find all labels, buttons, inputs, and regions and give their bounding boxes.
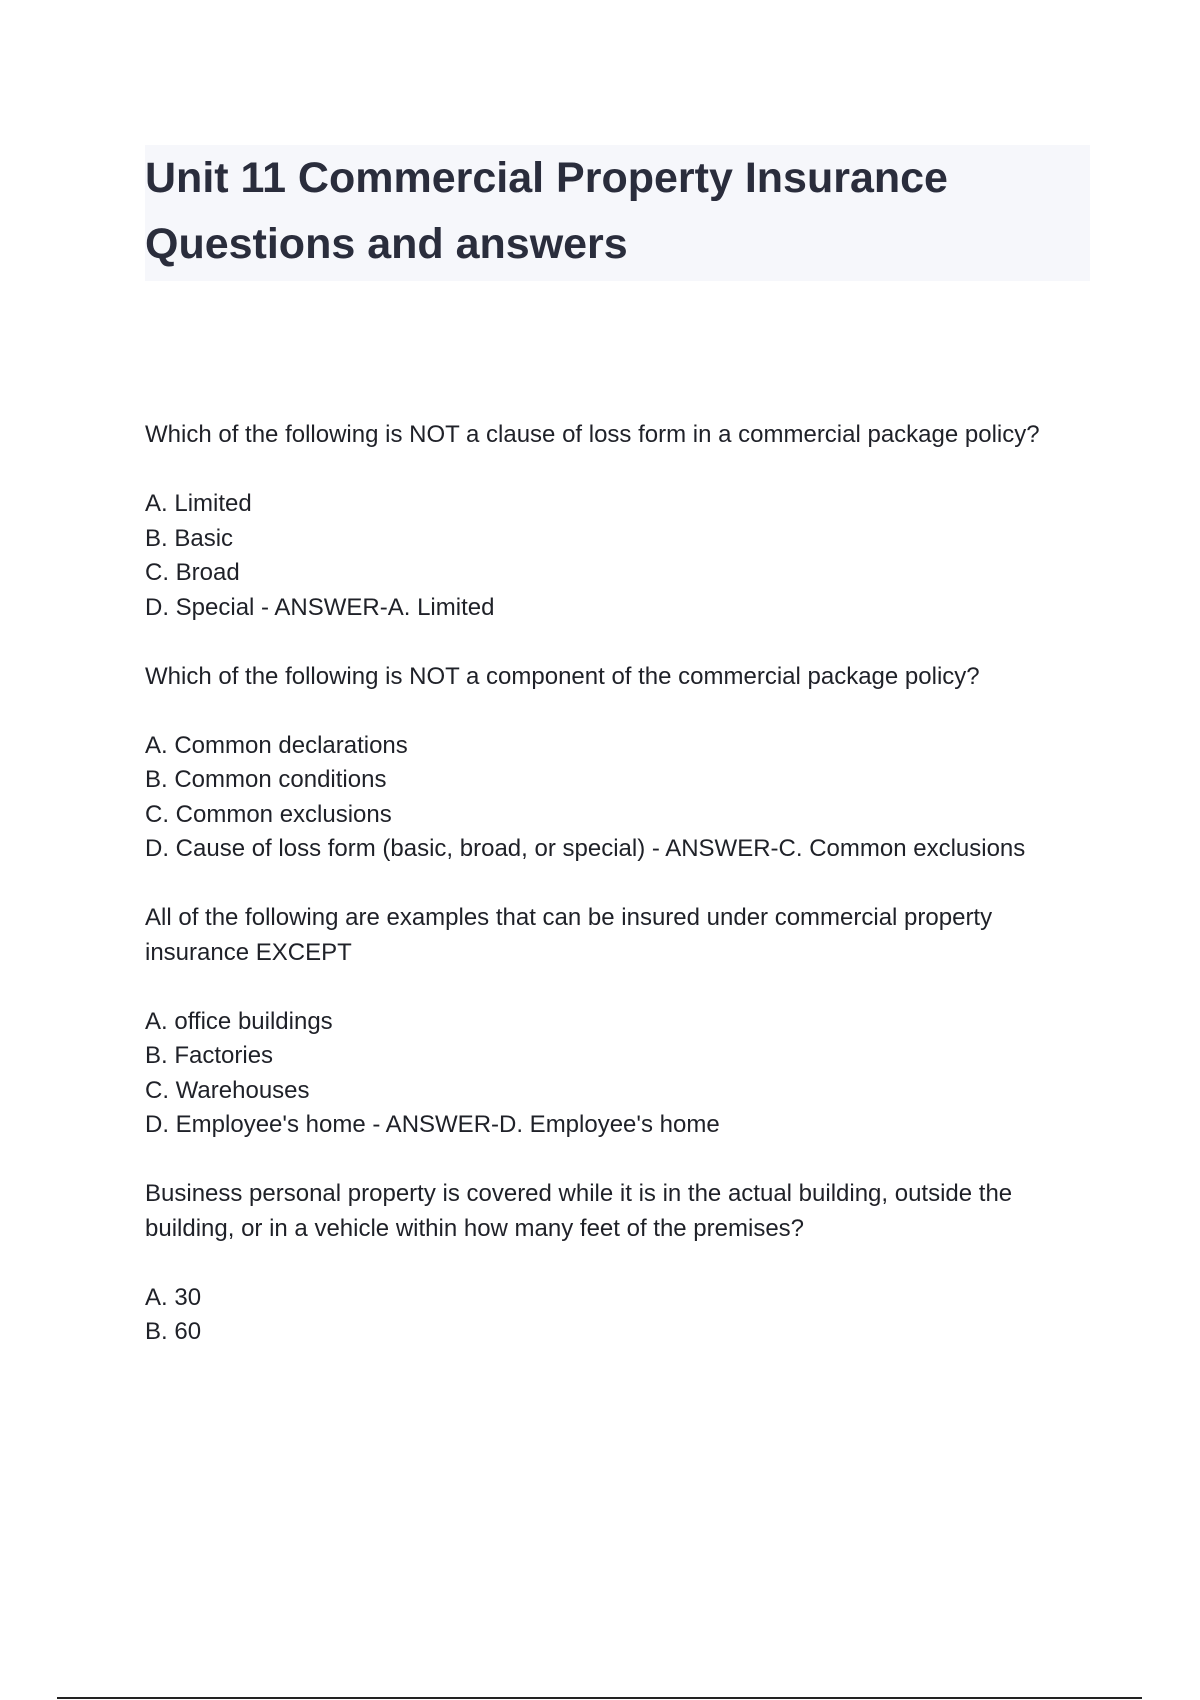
footer-divider bbox=[57, 1697, 1142, 1699]
option-item: C. Warehouses bbox=[145, 1076, 310, 1104]
qa-content bbox=[145, 418, 1085, 1384]
option-item: C. Common exclusions bbox=[145, 800, 392, 828]
question-text: Which of the following is NOT a clause of loss form in a commercial package policy? bbox=[145, 421, 1040, 448]
option-item: D. Special - ANSWER-A. Limited bbox=[145, 593, 495, 621]
options-list bbox=[145, 1281, 1085, 1350]
question-text: Business personal property is covered while it is in the actual building, outside the building, or in a vehicle within how many feet of the premises? bbox=[145, 1180, 1013, 1242]
qa-block-2 bbox=[145, 660, 1085, 867]
option-item: D. Cause of loss form (basic, broad, or special) - ANSWER-C. Common exclusions bbox=[145, 835, 1026, 862]
qa-block-1 bbox=[145, 418, 1085, 625]
title-box bbox=[145, 145, 1090, 281]
option-item: A. 30 bbox=[145, 1283, 202, 1311]
qa-block-3 bbox=[145, 901, 1085, 1143]
option-item: D. Employee's home - ANSWER-D. Employee's home bbox=[145, 1111, 720, 1138]
option-item: A. Common declarations bbox=[145, 731, 408, 759]
option-item: A. office buildings bbox=[145, 1007, 333, 1035]
option-item: B. Factories bbox=[145, 1042, 274, 1069]
options-list bbox=[145, 729, 1085, 867]
option-item: B. Basic bbox=[145, 524, 234, 552]
option-item: B. 60 bbox=[145, 1318, 202, 1345]
options-list bbox=[145, 487, 1085, 625]
question-text: Which of the following is NOT a component of the commercial package policy? bbox=[145, 662, 980, 690]
question-text: All of the following are examples that can be insured under commercial property insurance EXCEPT bbox=[145, 904, 993, 966]
option-item: C. Broad bbox=[145, 559, 240, 586]
option-item: B. Common conditions bbox=[145, 766, 387, 793]
options-list bbox=[145, 1005, 1085, 1143]
qa-block-4 bbox=[145, 1177, 1085, 1350]
option-item: A. Limited bbox=[145, 490, 252, 517]
page-title: Unit 11 Commercial Property Insurance Questions and answers bbox=[145, 154, 948, 268]
